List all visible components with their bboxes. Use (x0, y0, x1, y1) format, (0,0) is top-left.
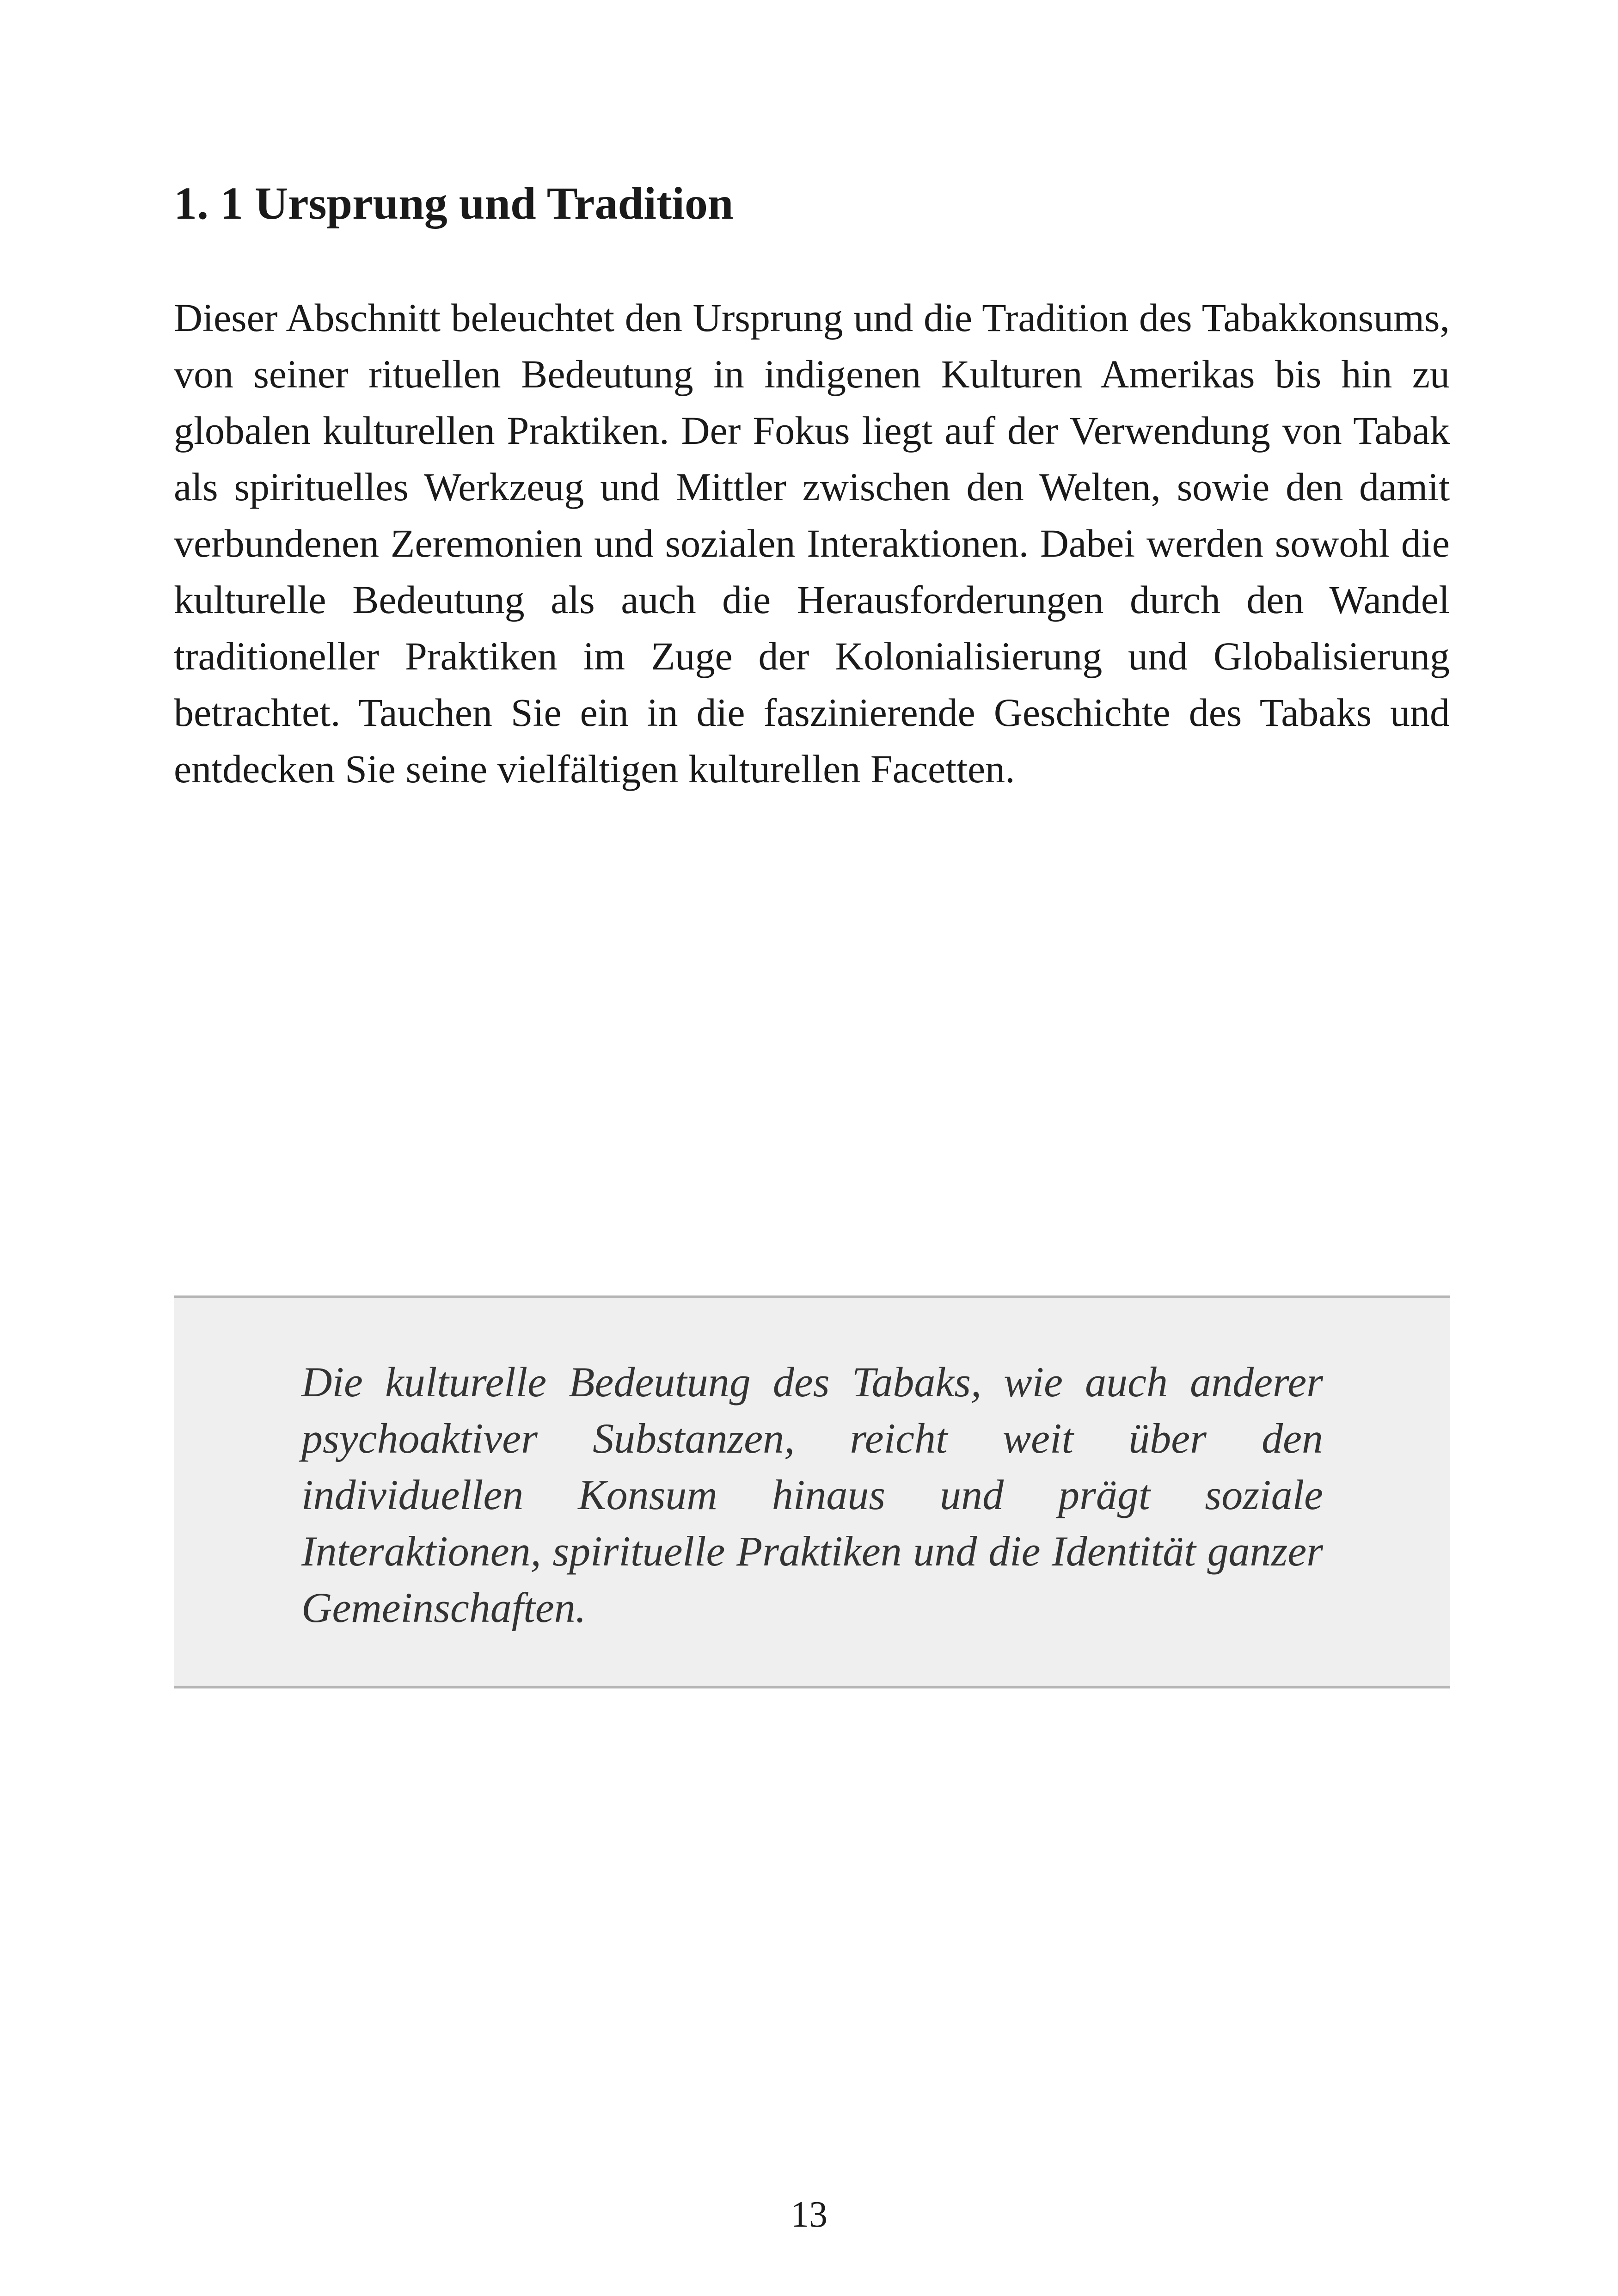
pull-quote-text: Die kulturelle Bedeutung des Tabaks, wie auch anderer psychoaktiver Substanzen, reicht weit über den individuellen Konsum hinaus und prägt soziale Interaktionen, spirituelle Praktiken und die Identität ganzer Gemeinschaften. (301, 1358, 1323, 1631)
page-number: 13 (791, 2194, 827, 2235)
section-heading: 1. 1 Ursprung und Tradition (174, 178, 734, 229)
section-paragraph: Dieser Abschnitt beleuchtet den Ursprung und die Tradition des Tabakkonsums, von seiner rituellen Bedeutung in indigenen Kulturen Amerikas bis hin zu globalen kulturellen Praktiken. Der Fokus liegt auf der Verwendung von Tabak als spirituelles Werkzeug und Mittler zwischen den Welten, sowie den damit verbundenen Zeremonien und sozialen Interaktionen. Dabei werden sowohl die kulturelle Bedeutung als auch die Herausforderungen durch den Wandel traditioneller Praktiken im Zuge der Kolonialisierung und Globalisierung betrachtet. Tauchen Sie ein in die faszinierende Geschichte des Tabaks und entdecken Sie seine vielfältigen kulturellen Facetten. (174, 295, 1450, 791)
pull-quote-box (174, 1295, 1450, 1688)
